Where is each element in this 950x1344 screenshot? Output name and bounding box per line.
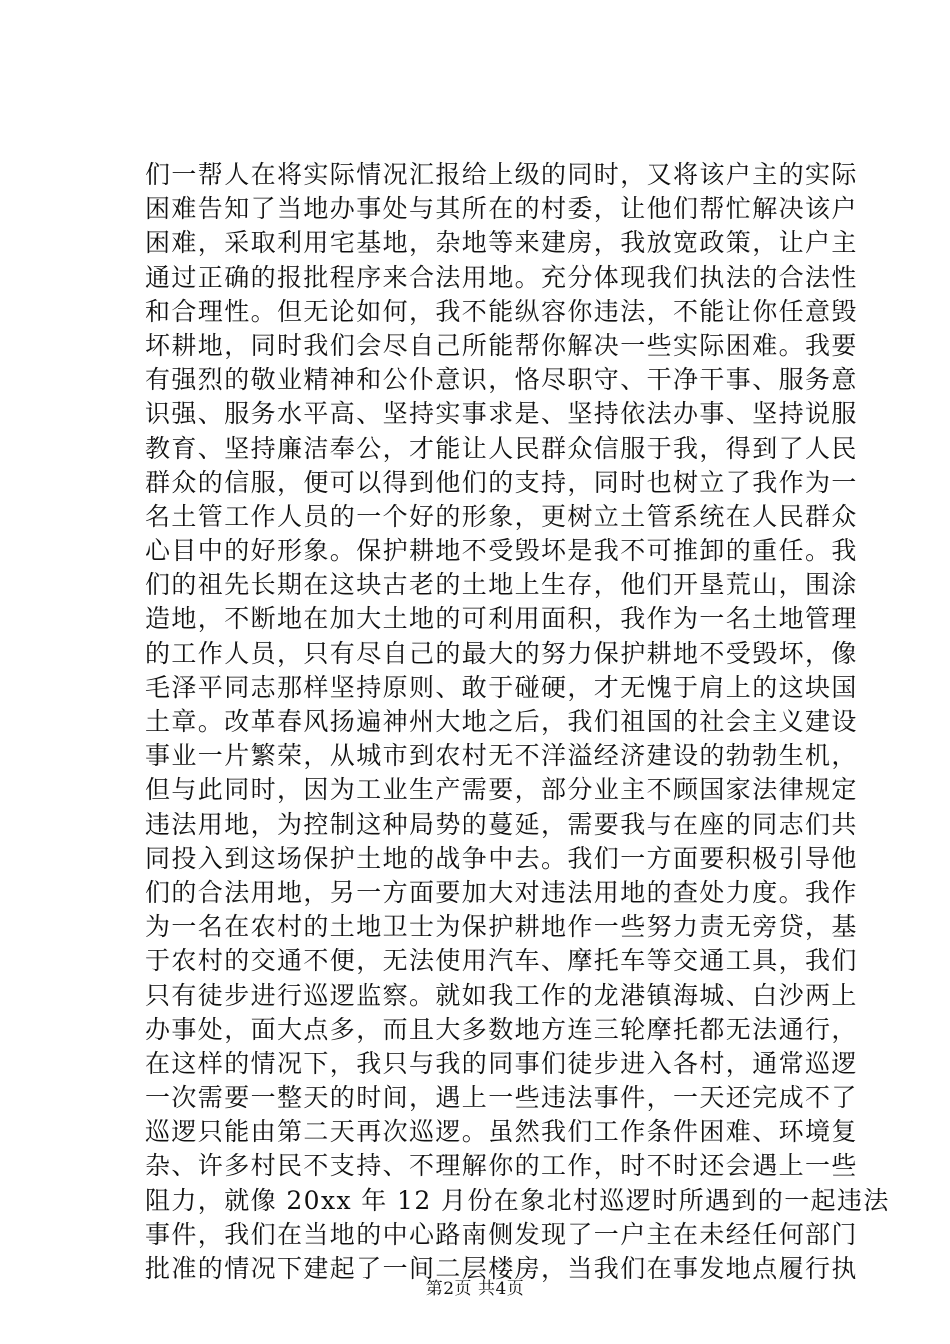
text-line: 只有徒步进行巡逻监察。就如我工作的龙港镇海城、白沙两上	[145, 980, 858, 1010]
text-line: 违法用地，为控制这种局势的蔓延，需要我与在座的同志们共	[145, 809, 858, 839]
text-line: 事业一片繁荣，从城市到农村无不洋溢经济建设的勃勃生机，	[145, 741, 858, 771]
text-line: 但与此同时，因为工业生产需要，部分业主不顾国家法律规定	[145, 775, 858, 805]
text-line: 教育、坚持廉洁奉公，才能让人民群众信服于我，得到了人民	[145, 433, 858, 463]
text-line: 通过正确的报批程序来合法用地。充分体现我们执法的合法性	[145, 262, 858, 292]
text-line: 杂、许多村民不支持、不理解你的工作，时不时还会遇上一些	[145, 1151, 858, 1181]
text-line: 和合理性。但无论如何，我不能纵容你违法，不能让你任意毁	[145, 296, 858, 326]
text-line: 办事处，面大点多，而且大多数地方连三轮摩托都无法通行，	[145, 1014, 858, 1044]
text-line: 名土管工作人员的一个好的形象，更树立土管系统在人民群众	[145, 501, 858, 531]
text-line: 们的祖先长期在这块古老的土地上生存，他们开垦荒山，围涂	[145, 570, 858, 600]
text-line: 心目中的好形象。保护耕地不受毁坏是我不可推卸的重任。我	[145, 536, 858, 566]
text-line: 阻力，就像 20xx 年 12 月份在象北村巡逻时所遇到的一起违法	[145, 1185, 890, 1215]
text-line: 在这样的情况下，我只与我的同事们徒步进入各村，通常巡逻	[145, 1048, 858, 1078]
text-line: 于农村的交通不便，无法使用汽车、摩托车等交通工具，我们	[145, 946, 858, 976]
text-line: 土章。改革春风扬遍神州大地之后，我们祖国的社会主义建设	[145, 707, 858, 736]
text-line: 的工作人员，只有尽自己的最大的努力保护耕地不受毁坏，像	[145, 638, 858, 668]
text-line: 一次需要一整天的时间，遇上一些违法事件，一天还完成不了	[145, 1083, 858, 1113]
text-line: 们的合法用地，另一方面要加大对违法用地的查处力度。我作	[145, 877, 858, 907]
text-line: 造地，不断地在加大土地的可利用面积，我作为一名土地管理	[145, 604, 858, 634]
page-footer: 第2页 共4页	[425, 1279, 525, 1299]
text-line: 有强烈的敬业精神和公仆意识，恪尽职守、干净干事、服务意	[145, 365, 858, 395]
text-line: 困难告知了当地办事处与其所在的村委，让他们帮忙解决该户	[145, 194, 858, 224]
text-line: 为一名在农村的土地卫士为保护耕地作一些努力责无旁贷，基	[145, 912, 858, 942]
text-line: 困难，采取利用宅基地，杂地等来建房，我放宽政策，让户主	[145, 228, 858, 258]
text-line: 群众的信服，便可以得到他们的支持，同时也树立了我作为一	[145, 467, 858, 497]
text-line: 们一帮人在将实际情况汇报给上级的同时，又将该户主的实际	[145, 160, 858, 189]
text-line: 批准的情况下建起了一间二层楼房，当我们在事发地点履行执	[145, 1254, 858, 1283]
text-line: 毛泽平同志那样坚持原则、敢于碰硬，才无愧于肩上的这块国	[145, 672, 858, 702]
text-line: 巡逻只能由第二天再次巡逻。虽然我们工作条件困难、环境复	[145, 1117, 858, 1147]
text-line: 坏耕地，同时我们会尽自己所能帮你解决一些实际困难。我要	[145, 330, 858, 360]
text-line: 同投入到这场保护土地的战争中去。我们一方面要积极引导他	[145, 843, 858, 873]
text-line: 事件，我们在当地的中心路南侧发现了一户主在未经任何部门	[145, 1219, 858, 1249]
text-line: 识强、服务水平高、坚持实事求是、坚持依法办事、坚持说服	[145, 399, 858, 429]
body-text	[145, 158, 890, 1286]
